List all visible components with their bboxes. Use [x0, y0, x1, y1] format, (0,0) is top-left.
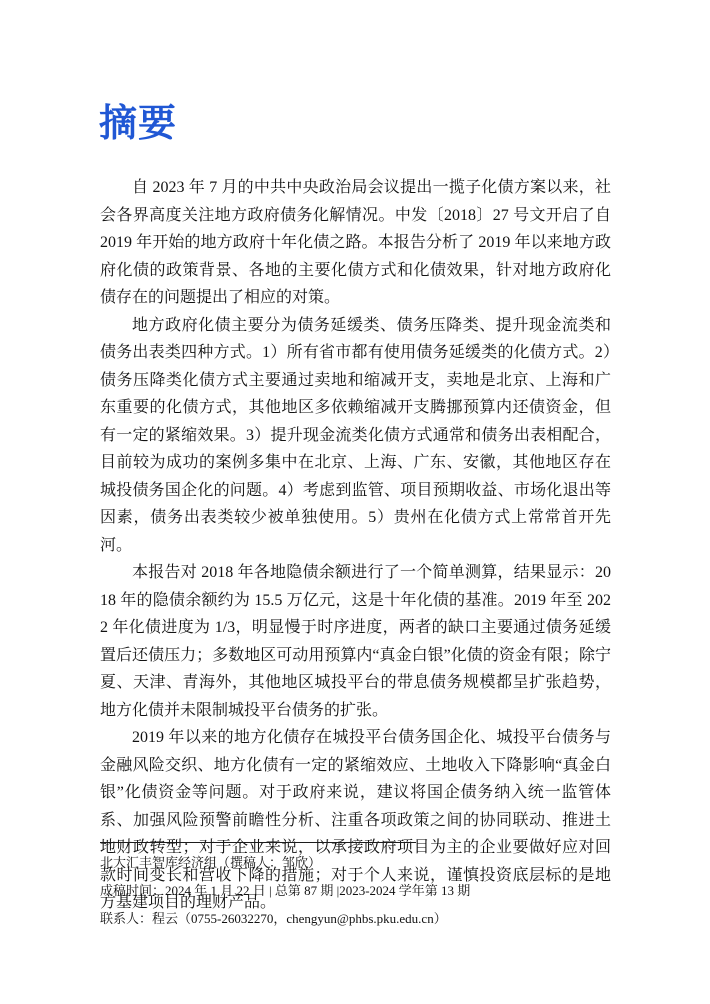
abstract-paragraph: 地方政府化债主要分为债务延缓类、债务压降类、提升现金流类和债务出表类四种方式。1）所有省市都有使用债务延缓类的化债方式。2）债务压降类化债方式主要通过卖地和缩减开支，卖地是北京、上海和广东重要的化债方式，其他地区多依赖缩减开支腾挪预算内还债资金，但有一定的紧缩效果。3）提升现金流类化债方式通常和债务出表相配合，目前较为成功的案例多集中在北京、上海、广东、安徽，其他地区存在城投债务国企化的问题。4）考虑到监管、项目预期收益、市场化退出等因素，债务出表类较少被单独使用。5）贵州在化债方式上常常首开先河。 [100, 316, 611, 554]
abstract-paragraph: 本报告对 2018 年各地隐债余额进行了一个简单测算，结果显示：2018 年的隐债余额约为 15.5 万亿元，这是十年化债的基准。2019 年至 2022 年化债进度为 1/3，明显慢于时序进度，两者的缺口主要通过债务延缓置后还债压力；多数地区可动用预算内“真金白银”化债的资金有限；除宁夏、天津、青海外，其他地区城投平台的带息债务规模都呈扩张趋势，地方化债并未限制城投平台债务的扩张。 [100, 564, 611, 719]
footer-team-line: 北大汇丰智库经济组（撰稿人：邹欣） [100, 855, 322, 870]
footer-divider [100, 842, 416, 843]
footer-contact-line: 联系人：程云（0755-26032270，chengyun@phbs.pku.edu.cn） [100, 911, 447, 926]
abstract-paragraph: 2019 年以来的地方化债存在城投平台债务国企化、城投平台债务与金融风险交织、地方化债有一定的紧缩效应、土地收入下降影响“真金白银”化债资金等问题。对于政府来说，建议将国企债务纳入统一监管体系、加强风险预警前瞻性分析、注重各项政策之间的协同联动、推进土地财政转型；对于企业来说，以承接政府项目为主的企业要做好应对回款时间变长和营收下降的措施；对于个人来说，谨慎投资底层标的是地方基建项目的理财产品。 [100, 729, 611, 911]
abstract-paragraph: 自 2023 年 7 月的中共中央政治局会议提出一揽子化债方案以来，社会各界高度关注地方政府债务化解情况。中发〔2018〕27 号文开启了自 2019 年开始的地方政府十年化债之路。本报告分析了 2019 年以来地方政府化债的政策背景、各地的主要化债方式和化债效果，针对地方政府化债存在的问题提出了相应的对策。 [100, 179, 611, 306]
footer-date-line: 成稿时间：2024 年 1 月 22 日 | 总第 87 期 |2023-2024 学年第 13 期 [100, 883, 471, 898]
footer [100, 842, 611, 933]
page-title: 摘要 [99, 103, 178, 145]
abstract-body [100, 174, 611, 917]
